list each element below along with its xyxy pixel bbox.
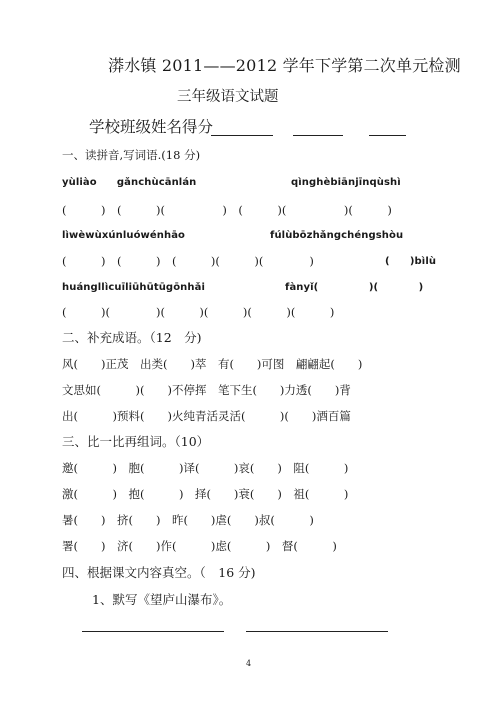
page-number: 4	[246, 659, 252, 668]
blank-row1: ( ) ( )( ) ( )( )( )	[62, 203, 392, 217]
blank-row2: ( ) ( ) ( )( )( )	[62, 254, 314, 268]
score-blank-3	[369, 135, 406, 136]
pinyin-row3-right: fànyǐ( )( )	[285, 282, 424, 293]
section1-heading: 一、读拼音,写词语.(18 分)	[62, 148, 201, 162]
pinyin-row2-right: fúlùbōzhǎngchéngshòu	[270, 230, 404, 241]
compare-row4: 署( ) 济( )作( )虑( ) 督( )	[62, 539, 337, 553]
pinyin-row1-left: yùliào gǎnchùcānlán	[62, 177, 197, 188]
page-subtitle: 三年级语文试题	[177, 89, 279, 105]
section2-heading: 二、补充成语。（12 分)	[62, 330, 202, 345]
page-title: 漭水镇 2011——2012 学年下学第二次单元检测	[108, 56, 461, 75]
pinyin-row3-left: huángllìcuīliūhūtūgōnhǎi	[62, 282, 205, 293]
section4-heading: 四、根据课文内容真空。（ 16 分)	[62, 565, 256, 580]
compare-row1: 邀( ) 胞( )译( )哀( ) 阻( )	[62, 461, 349, 475]
blank-row2-tail: ( )bìlù	[385, 256, 437, 267]
answer-line-2	[246, 631, 388, 632]
score-blank-2	[293, 135, 343, 136]
score-blank-1	[211, 135, 273, 136]
idiom-row1: 风( )正茂 出类( )萃 有( )可图 翩翩起( )	[62, 357, 363, 371]
pinyin-row1-right: qìnghèbiānjīnqùshì	[291, 177, 401, 188]
idiom-row2: 文思如( )( )不停挥 笔下生( )力透( )背	[62, 383, 351, 397]
blank-row3: ( )( )( )( )( )( )	[62, 305, 335, 319]
section3-heading: 三、比一比再组词。（10）	[62, 434, 210, 449]
pinyin-row2-left: lìwèwùxúnluówénhāo	[62, 230, 186, 241]
compare-row2: 激( ) 抱( ) 择( )衰( ) 祖( )	[62, 487, 349, 501]
student-info-line: 学校班级姓名得分	[89, 118, 214, 136]
question-1: 1、默写《望庐山瀑布》。	[92, 592, 232, 607]
compare-row3: 暑( ) 挤( ) 昨( )虐( )叔( )	[62, 513, 314, 527]
idiom-row3: 出( )预料( )火纯青活灵活( )( )酒百篇	[62, 409, 351, 423]
answer-line-1	[82, 631, 224, 632]
